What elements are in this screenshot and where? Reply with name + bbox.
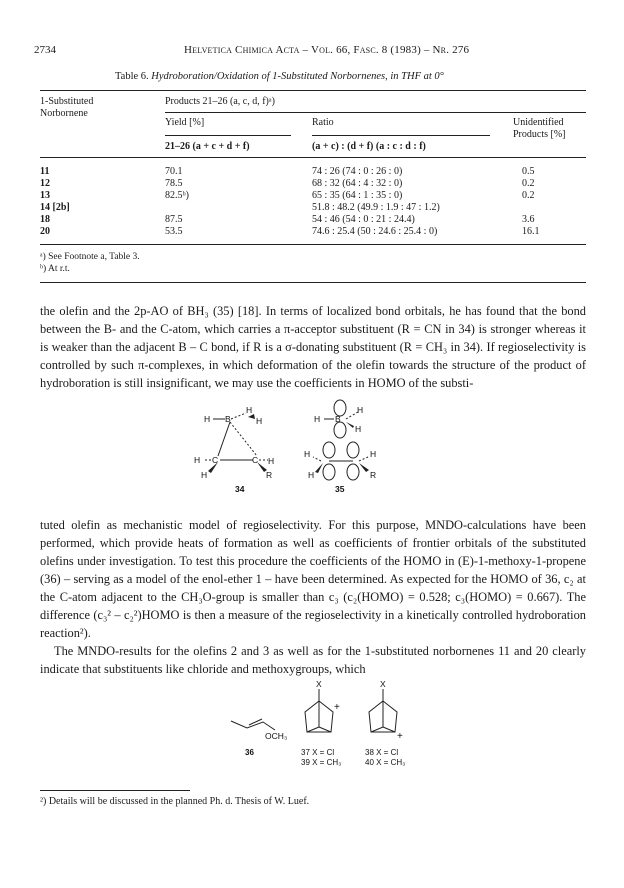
cell-yield: 53.5 <box>165 226 183 237</box>
bond <box>313 457 321 461</box>
cell-compound: 12 <box>40 178 50 189</box>
cell-compound: 18 <box>40 214 50 225</box>
atom-label: H <box>370 449 377 459</box>
cell-ratio: 51.8 : 48.2 (49.9 : 1.9 : 47 : 1.2) <box>312 202 440 213</box>
charge-label: + <box>397 731 403 742</box>
compound-label-39: 39 X = CH₃ <box>301 758 342 767</box>
cell-unidentified: 0.2 <box>522 178 535 189</box>
col-ratio-subheader: (a + c) : (d + f) (a : c : d : f) <box>312 141 426 152</box>
cell-yield: 87.5 <box>165 214 183 225</box>
cell-compound: 20 <box>40 226 50 237</box>
cell-yield: 70.1 <box>165 166 183 177</box>
compound-label-35: 35 <box>335 484 345 494</box>
col-products-header: Products 21–26 (a, c, d, f)ᵃ) <box>165 96 275 107</box>
footnote-rule <box>40 790 190 791</box>
cell-compound: 13 <box>40 190 50 201</box>
atom-label: R <box>370 470 377 480</box>
atom-label: B <box>225 414 231 424</box>
page-footnote: ²) Details will be discussed in the planned Ph. d. Thesis of W. Luef. <box>40 796 310 807</box>
bond <box>371 727 383 732</box>
orbital-lobe <box>323 464 335 480</box>
cell-compound: 14 [2b] <box>40 202 70 213</box>
ratio-subrule <box>312 135 490 136</box>
journal-header: Helvetica Chimica Acta – Vol. 66, Fasc. 8 (1983) – Nr. 276 <box>184 44 470 56</box>
orbital-lobe <box>323 442 335 458</box>
table-header-rule <box>40 157 586 158</box>
paragraph-text: the olefin and the 2p-AO of BH₃ (35) [18]. In terms of localized bond orbitals, he has found that the bond between the B- and the C-atom, which carries a π-acceptor substituent (R = CN in 34) is stronger whereas it is weaker than the adjacent B – C bond, if R is a σ-donating substituent (R = CH₃ in 34). If regioselectivity is controlled by such π-complexes, in which deformation of the olefin towards the structure of the product of hydroboration is still insignificant, we may use the coefficients in HOMO of the substi- <box>40 304 586 390</box>
atom-label: X <box>316 679 322 689</box>
table-bottom-rule <box>40 244 586 245</box>
bond <box>319 727 331 732</box>
compound-label-36: 36 <box>245 748 254 757</box>
body-paragraph-3 <box>40 642 586 678</box>
skeleton-bond <box>231 721 275 730</box>
wedge-bond <box>359 463 369 472</box>
atom-label: H <box>304 449 311 459</box>
compound-label-40: 40 X = CH₃ <box>365 758 406 767</box>
cell-compound: 11 <box>40 166 50 177</box>
structures-34-35 <box>190 394 440 496</box>
body-paragraph-1 <box>40 302 586 392</box>
bond <box>218 422 230 456</box>
col-compound-header-1: 1-Substituted <box>40 96 94 107</box>
col-yield-header: Yield [%] <box>165 117 205 128</box>
cell-ratio: 68 : 32 (64 : 4 : 32 : 0) <box>312 178 403 189</box>
paragraph-text: The MNDO-results for the olefins 2 and 3 as well as for the 1-substituted norbornenes 11 and 20 clearly indicate that substituents like chloride and methoxygroups, which <box>40 644 586 676</box>
table-caption-title: Hydroboration/Oxidation of 1-Substituted Norbornenes, in THF at 0° <box>151 71 444 82</box>
cell-ratio: 54 : 46 (54 : 0 : 21 : 24.4) <box>312 214 415 225</box>
atom-label: H <box>308 470 315 480</box>
compound-label-34: 34 <box>235 484 245 494</box>
col-unidentified-header-2: Products [%] <box>513 129 566 140</box>
col-ratio-header: Ratio <box>312 117 334 128</box>
cell-ratio: 65 : 35 (64 : 1 : 35 : 0) <box>312 190 403 201</box>
wedge-bond <box>315 463 323 473</box>
compound-label-37: 37 X = Cl <box>301 748 335 757</box>
atom-label: B <box>335 414 341 424</box>
table-end-rule <box>40 282 586 283</box>
cell-unidentified: 3.6 <box>522 214 535 225</box>
compound-label-38: 38 X = Cl <box>365 748 399 757</box>
bond <box>383 727 395 732</box>
atom-label: H <box>355 424 362 434</box>
table-caption-lead: Table 6. <box>115 71 149 82</box>
cell-unidentified: 0.2 <box>522 190 535 201</box>
atom-label: X <box>380 679 386 689</box>
products-rule <box>165 112 586 113</box>
double-bond <box>249 719 262 725</box>
table-footnote-a: ᵃ) See Footnote a, Table 3. <box>40 252 140 262</box>
cell-ratio: 74.6 : 25.4 (50 : 24.6 : 25.4 : 0) <box>312 226 438 237</box>
yield-subrule <box>165 135 291 136</box>
structures-36-40 <box>225 679 435 775</box>
cell-yield: 82.5ᵇ) <box>165 190 189 201</box>
charge-label: + <box>334 702 340 713</box>
atom-label: C <box>252 455 259 465</box>
atom-label: R <box>266 470 273 480</box>
body-paragraph-2 <box>40 516 586 642</box>
atom-label: C <box>212 455 219 465</box>
atom-label: H <box>314 414 321 424</box>
table-footnote-b: ᵇ) At r.t. <box>40 264 70 274</box>
bond <box>230 422 257 456</box>
orbital-lobe <box>347 442 359 458</box>
atom-label: H <box>204 414 211 424</box>
orbital-lobe <box>347 464 359 480</box>
cell-unidentified: 0.5 <box>522 166 535 177</box>
atom-label: H <box>357 405 364 415</box>
atom-label: H <box>246 405 253 415</box>
col-unidentified-header-1: Unidentified <box>513 117 564 128</box>
table-caption <box>115 71 444 82</box>
page-number: 2734 <box>34 44 56 56</box>
atom-label: OCH₃ <box>265 731 288 741</box>
cell-ratio: 74 : 26 (74 : 0 : 26 : 0) <box>312 166 403 177</box>
bond <box>231 413 246 419</box>
atom-label: H <box>256 416 263 426</box>
table-top-rule <box>40 90 586 91</box>
col-compound-header-2: Norbornene <box>40 108 88 119</box>
bond <box>307 727 319 732</box>
atom-label: H <box>201 470 208 480</box>
atom-label: H <box>268 456 275 466</box>
atom-label: H <box>194 455 201 465</box>
col-yield-subheader: 21–26 (a + c + d + f) <box>165 141 250 152</box>
wedge-bond <box>346 422 354 428</box>
orbital-lobe <box>334 422 346 438</box>
cell-unidentified: 16.1 <box>522 226 540 237</box>
paragraph-text: tuted olefin as mechanistic model of regioselectivity. For this purpose, MNDO-calculations have been performed, which provide heats of formation as well as coefficients of frontier orbitals of the substituted olefins under investigation. To test this procedure the coefficients of the HOMO in (E)-1-methoxy-1-propene (36) – serving as a model of the enol-ether 1 – have been determined. As expected for the HOMO of 36, c₂ at the C-atom adjacent to the CH₃O-group is smaller than c₃ (c₂(HOMO) = 0.528; c₃(HOMO) = 0.667). The difference (c₃² – c₂²)HOMO is then a measure of the regioselectivity in a kinetically controlled hydroboration reaction²). <box>40 518 586 640</box>
cell-yield: 78.5 <box>165 178 183 189</box>
bond <box>359 457 368 461</box>
